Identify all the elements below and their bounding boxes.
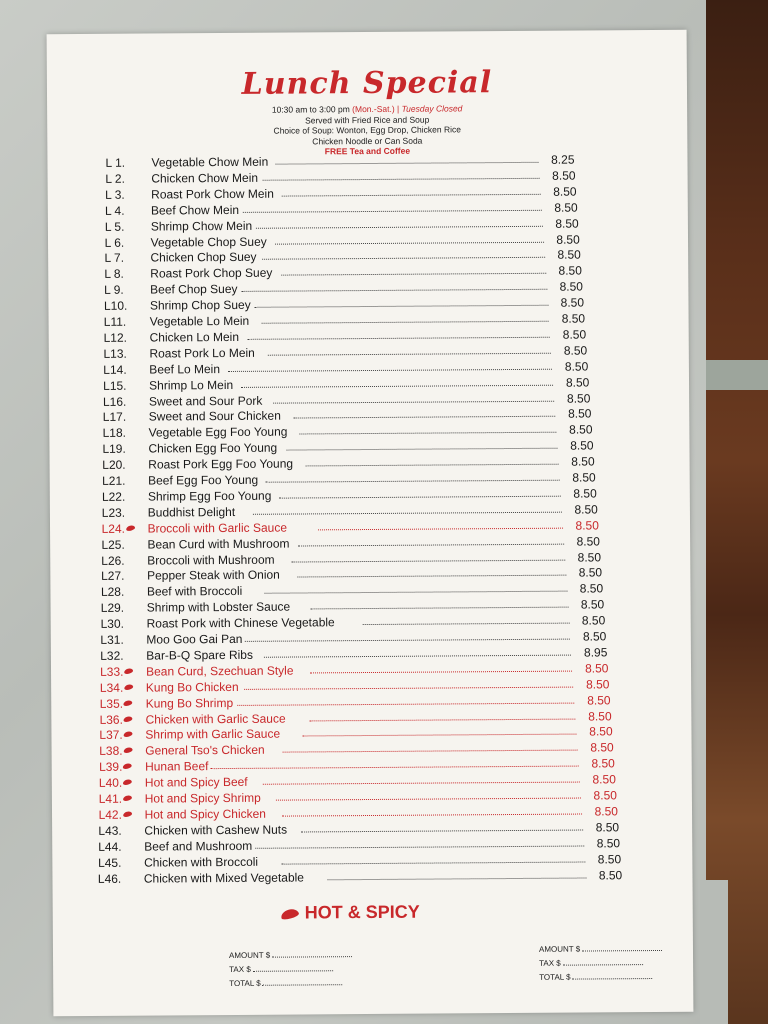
tally-box-right bbox=[539, 944, 662, 987]
leader-dots bbox=[293, 416, 556, 419]
leader-dots bbox=[255, 305, 548, 308]
item-name: Vegetable Chop Suey bbox=[150, 234, 267, 250]
item-code: L31. bbox=[100, 632, 124, 647]
item-price: 8.50 bbox=[557, 247, 581, 263]
leader-dots bbox=[228, 368, 552, 371]
leader-dots bbox=[211, 766, 579, 770]
closed-day: Tuesday Closed bbox=[401, 103, 463, 114]
leader-dots bbox=[256, 225, 543, 228]
item-name: Hot and Spicy Shrimp bbox=[144, 790, 261, 806]
item-name: Chicken Lo Mein bbox=[149, 329, 240, 345]
item-price: 8.50 bbox=[589, 724, 613, 739]
item-code: L 1. bbox=[105, 155, 126, 170]
item-code: L30. bbox=[100, 616, 124, 631]
item-name: Chicken with Broccoli bbox=[143, 854, 259, 870]
item-price: 8.50 bbox=[571, 454, 595, 469]
item-code: L35. bbox=[99, 696, 124, 711]
item-name: Hunan Beef bbox=[145, 759, 209, 774]
item-name: Roast Pork Lo Mein bbox=[149, 345, 255, 361]
item-code: L15. bbox=[103, 378, 127, 393]
item-price: 8.50 bbox=[593, 788, 617, 803]
item-price: 8.50 bbox=[594, 804, 619, 819]
item-price: 8.50 bbox=[574, 502, 598, 517]
item-name: Shrimp Chow Mein bbox=[150, 218, 253, 234]
leader-dots bbox=[266, 480, 560, 483]
item-code: L25. bbox=[101, 537, 125, 552]
item-code: L 6. bbox=[104, 235, 125, 250]
leader-dots bbox=[309, 718, 575, 721]
item-price: 8.50 bbox=[559, 279, 583, 294]
item-name: Roast Pork Chop Suey bbox=[150, 265, 273, 281]
item-name: Shrimp Lo Mein bbox=[149, 377, 234, 393]
item-code: L17. bbox=[102, 410, 127, 425]
item-name: Roast Pork Egg Foo Young bbox=[148, 456, 294, 472]
item-price: 8.50 bbox=[580, 597, 605, 612]
item-name: Beef with Broccoli bbox=[146, 584, 243, 599]
item-price: 8.50 bbox=[573, 486, 597, 501]
item-code: L26. bbox=[101, 553, 125, 568]
item-code: L23. bbox=[101, 505, 126, 520]
tax-line: TAX $ bbox=[539, 958, 662, 973]
item-code: L 2. bbox=[105, 171, 125, 186]
item-name: Beef Egg Foo Young bbox=[148, 472, 259, 488]
chili-pepper-icon bbox=[280, 907, 300, 920]
table-edge bbox=[700, 880, 728, 1024]
total-line: TOTAL $ bbox=[229, 978, 352, 993]
item-name: Bar-B-Q Spare Ribs bbox=[146, 647, 253, 663]
item-code: L43. bbox=[98, 823, 122, 838]
leader-dots bbox=[248, 337, 550, 340]
item-price: 8.50 bbox=[572, 470, 596, 485]
item-price: 8.50 bbox=[577, 549, 602, 565]
leader-dots bbox=[283, 750, 578, 753]
leader-dots bbox=[282, 861, 586, 864]
item-code: L10. bbox=[103, 298, 128, 313]
item-name: Chicken with Cashew Nuts bbox=[144, 822, 288, 838]
item-name: Broccoli with Garlic Sauce bbox=[147, 520, 288, 536]
item-price: 8.50 bbox=[555, 216, 579, 231]
item-name: Sweet and Sour Chicken bbox=[148, 409, 281, 424]
leader-dots bbox=[244, 686, 573, 689]
item-code: L16. bbox=[102, 394, 127, 409]
hot-spicy-label: HOT & SPICY bbox=[304, 901, 420, 923]
item-price: 8.50 bbox=[553, 184, 577, 199]
item-code: L46. bbox=[97, 871, 122, 886]
leader-dots bbox=[298, 575, 566, 578]
item-price: 8.50 bbox=[598, 867, 623, 882]
leader-dots bbox=[302, 829, 583, 832]
item-name: Chicken Chow Mein bbox=[151, 170, 259, 186]
item-price: 8.95 bbox=[583, 645, 608, 660]
leader-dots bbox=[243, 209, 542, 212]
item-name: Shrimp Chop Suey bbox=[149, 297, 251, 313]
total-line: TOTAL $ bbox=[539, 972, 662, 987]
item-name: Shrimp with Garlic Sauce bbox=[145, 727, 281, 742]
leader-dots bbox=[303, 734, 577, 737]
item-price: 8.50 bbox=[570, 438, 594, 453]
item-price: 8.50 bbox=[558, 263, 582, 278]
tax-line: TAX $ bbox=[229, 964, 352, 979]
soup-choice-line-2: Chicken Noodle or Can Soda bbox=[312, 135, 423, 147]
wood-tabletop bbox=[706, 0, 768, 1024]
item-price: 8.50 bbox=[581, 613, 606, 628]
amount-line: AMOUNT $ bbox=[229, 950, 352, 965]
item-code: L18. bbox=[102, 425, 127, 441]
item-name: Broccoli with Mushroom bbox=[147, 552, 275, 568]
item-name: Beef Lo Mein bbox=[149, 361, 221, 377]
item-name: Shrimp Egg Foo Young bbox=[147, 488, 272, 504]
leader-dots bbox=[276, 798, 581, 801]
item-price: 8.50 bbox=[595, 820, 620, 835]
item-code: L33. bbox=[100, 664, 124, 679]
item-name: Sweet and Sour Pork bbox=[148, 393, 263, 409]
leader-dots bbox=[263, 178, 540, 181]
item-price: 8.50 bbox=[591, 756, 615, 771]
item-name: Chicken with Mixed Vegetable bbox=[143, 869, 305, 886]
leader-dots bbox=[253, 511, 562, 514]
leader-dots bbox=[281, 273, 546, 276]
leader-dots bbox=[363, 623, 570, 625]
item-code: L36. bbox=[99, 712, 123, 727]
item-code: L45. bbox=[97, 855, 122, 870]
item-price: 8.50 bbox=[568, 406, 592, 422]
item-name: Chicken Egg Foo Young bbox=[148, 440, 278, 456]
item-code: L44. bbox=[98, 839, 122, 854]
item-price: 8.50 bbox=[586, 677, 610, 692]
leader-dots bbox=[276, 162, 539, 165]
item-price: 8.50 bbox=[596, 835, 621, 851]
leader-dots bbox=[327, 877, 586, 880]
item-name: Bean Curd with Mushroom bbox=[147, 536, 290, 552]
leader-dots bbox=[237, 702, 574, 705]
item-code: L 9. bbox=[104, 282, 124, 298]
menu-item-row bbox=[97, 867, 623, 887]
free-drinks-line: FREE Tea and Coffee bbox=[324, 145, 411, 157]
item-code: L20. bbox=[102, 457, 126, 472]
item-price: 8.50 bbox=[587, 692, 611, 708]
item-price: 8.50 bbox=[575, 518, 599, 533]
item-name: General Tso's Chicken bbox=[145, 743, 265, 758]
leader-dots bbox=[310, 670, 573, 673]
item-price: 8.50 bbox=[592, 772, 616, 787]
item-name: Bean Curd, Szechuan Style bbox=[146, 663, 294, 679]
item-name: Beef Chow Mein bbox=[150, 202, 240, 218]
leader-dots bbox=[286, 448, 558, 451]
item-name: Beef and Mushroom bbox=[144, 838, 253, 854]
item-code: L37. bbox=[99, 728, 123, 743]
item-code: L 7. bbox=[104, 251, 125, 266]
item-price: 8.50 bbox=[566, 390, 591, 406]
leader-dots bbox=[273, 400, 554, 403]
item-price: 8.50 bbox=[563, 343, 588, 358]
item-code: L40. bbox=[98, 775, 123, 790]
item-price: 8.50 bbox=[590, 740, 614, 755]
item-code: L22. bbox=[101, 489, 126, 504]
leader-dots bbox=[279, 496, 561, 499]
leader-dots bbox=[264, 654, 571, 657]
item-name: Moo Goo Gai Pan bbox=[146, 631, 243, 647]
item-name: Kung Bo Shrimp bbox=[145, 695, 234, 711]
item-code: L 3. bbox=[105, 187, 125, 202]
item-price: 8.50 bbox=[588, 708, 612, 723]
leader-dots bbox=[267, 353, 551, 356]
hours-separator: | bbox=[394, 103, 402, 114]
item-code: L13. bbox=[103, 346, 127, 361]
item-code: L29. bbox=[100, 600, 125, 616]
amount-line: AMOUNT $ bbox=[539, 944, 662, 959]
leader-dots bbox=[298, 543, 564, 546]
item-price: 8.50 bbox=[564, 359, 589, 374]
hours-days: (Mon.-Sat.) bbox=[352, 103, 395, 115]
item-price: 8.50 bbox=[554, 200, 578, 215]
leader-dots bbox=[262, 257, 545, 260]
item-code: L 5. bbox=[104, 219, 125, 234]
item-price: 8.25 bbox=[551, 152, 575, 167]
item-name: Buddhist Delight bbox=[147, 504, 236, 520]
item-price: 8.50 bbox=[560, 295, 585, 310]
leader-dots bbox=[291, 559, 565, 562]
item-name: Hot and Spicy Beef bbox=[144, 774, 248, 790]
item-price: 8.50 bbox=[582, 629, 607, 644]
item-code: L34. bbox=[99, 680, 124, 695]
item-code: L 4. bbox=[104, 203, 125, 218]
item-name: Chicken Chop Suey bbox=[150, 250, 257, 265]
item-code: L19. bbox=[102, 441, 126, 457]
item-price: 8.50 bbox=[552, 168, 576, 183]
item-name: Beef Chop Suey bbox=[150, 282, 238, 297]
item-code: L28. bbox=[100, 585, 125, 600]
item-code: L42. bbox=[98, 807, 122, 822]
leader-dots bbox=[241, 384, 554, 387]
item-code: L32. bbox=[100, 648, 124, 663]
item-price: 8.50 bbox=[576, 533, 600, 549]
leader-dots bbox=[305, 464, 558, 467]
item-name: Roast Pork with Chinese Vegetable bbox=[146, 615, 335, 631]
hot-spicy-legend bbox=[281, 902, 420, 924]
item-code: L11. bbox=[103, 314, 127, 329]
leader-dots bbox=[261, 321, 549, 324]
item-price: 8.50 bbox=[569, 422, 593, 437]
soup-choice-line: Choice of Soup: Wonton, Egg Drop, Chicken Rice bbox=[273, 124, 461, 136]
leader-dots bbox=[242, 289, 547, 292]
item-code: L14. bbox=[103, 362, 127, 377]
leader-dots bbox=[265, 591, 567, 594]
item-price: 8.50 bbox=[562, 327, 587, 342]
item-price: 8.50 bbox=[585, 661, 609, 676]
leader-dots bbox=[256, 845, 585, 848]
item-code: L39. bbox=[99, 759, 123, 775]
leader-dots bbox=[245, 639, 571, 642]
item-price: 8.50 bbox=[597, 851, 622, 867]
leader-dots bbox=[299, 432, 556, 435]
item-price: 8.50 bbox=[578, 565, 603, 580]
leader-dots bbox=[263, 782, 580, 785]
item-name: Roast Pork Chow Mein bbox=[151, 186, 274, 202]
tabletop-band bbox=[706, 360, 768, 390]
item-name: Shrimp with Lobster Sauce bbox=[146, 599, 291, 615]
item-name: Pepper Steak with Onion bbox=[147, 568, 280, 583]
item-name: Kung Bo Chicken bbox=[145, 679, 239, 695]
item-name: Vegetable Chow Mein bbox=[151, 154, 269, 170]
leader-dots bbox=[311, 607, 569, 610]
menu-list bbox=[47, 30, 694, 1016]
item-code: L12. bbox=[103, 330, 128, 345]
item-code: L24. bbox=[101, 521, 125, 536]
item-code: L21. bbox=[102, 473, 126, 488]
item-price: 8.50 bbox=[556, 232, 580, 247]
leader-dots bbox=[282, 813, 582, 816]
item-code: L 8. bbox=[104, 267, 124, 282]
leader-dots bbox=[275, 241, 544, 244]
tally-box-left bbox=[229, 950, 352, 993]
item-price: 8.50 bbox=[565, 375, 590, 390]
item-name: Vegetable Egg Foo Young bbox=[148, 424, 288, 440]
item-name: Vegetable Lo Mein bbox=[149, 313, 250, 329]
item-name: Hot and Spicy Chicken bbox=[144, 806, 266, 822]
menu-sheet bbox=[47, 30, 694, 1016]
item-name: Chicken with Garlic Sauce bbox=[145, 711, 286, 727]
item-code: L27. bbox=[101, 569, 125, 584]
menu-title: Lunch Special bbox=[241, 65, 493, 102]
leader-dots bbox=[282, 194, 540, 197]
item-code: L38. bbox=[99, 744, 123, 759]
item-code: L41. bbox=[98, 791, 123, 806]
hours-time: 10:30 am to 3:00 pm bbox=[271, 104, 353, 115]
leader-dots bbox=[318, 527, 563, 530]
item-price: 8.50 bbox=[579, 581, 604, 596]
item-price: 8.50 bbox=[561, 311, 586, 326]
served-with-line: Served with Fried Rice and Soup bbox=[305, 114, 430, 126]
